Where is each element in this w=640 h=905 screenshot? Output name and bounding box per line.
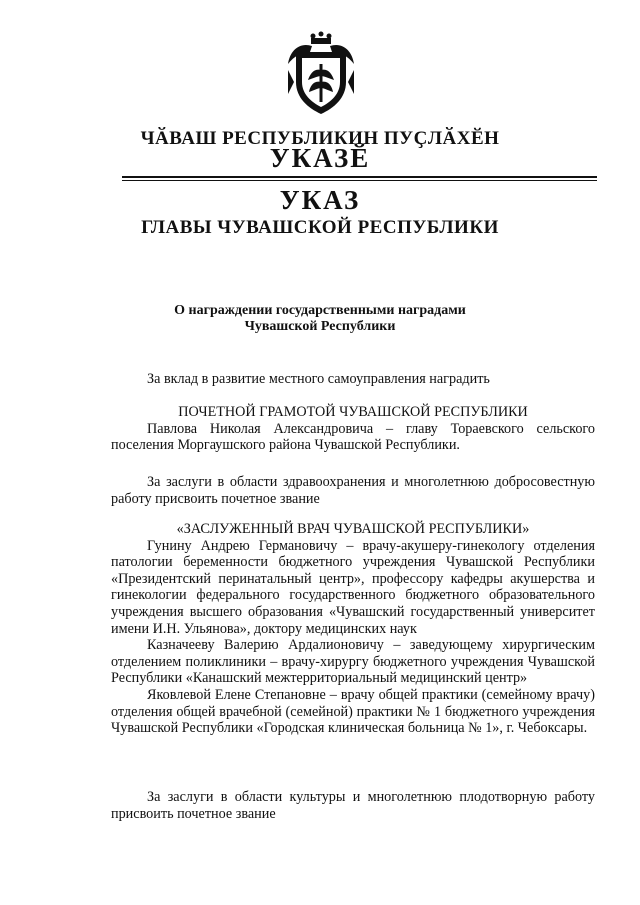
award-name: «ЗАСЛУЖЕННЫЙ ВРАЧ ЧУВАШСКОЙ РЕСПУБЛИКИ» [176,521,530,537]
awardee-paragraph: Павлова Николая Александровича – главу Тораевского сельского поселения Моргаушского района Чувашской Республики. [111,420,595,454]
award-block-2 [111,521,595,737]
paragraph-text: За заслуги в области здравоохранения и многолетнюю добросовестную работу присвоить почетное звание [111,474,595,507]
awardee-paragraph: Казначееву Валерию Ардалионовичу – заведующему хирургическим отделением поликлиники – врачу-хирургу бюджетного учреждения Чувашской Республики «Канашский межтерриториальный медицинский центр» [111,637,595,687]
paragraph-7 [111,789,595,822]
paragraph-text: За заслуги в области культуры и многолетнюю плодотворную работу присвоить почетное звание [111,789,595,822]
header-divider [122,176,597,178]
decree-title-line2: Чувашской Республики [244,319,396,334]
header-divider-thin [122,180,597,181]
awardee-paragraph: Яковлевой Елене Степановне – врачу общей практики (семейному врачу) отделения общей врачебной (семейной) практики № 1 бюджетного учреждения Чувашской Республики «Городская клиническая больница № 1», г. Чебоксары. [111,686,595,737]
paragraph-text: За вклад в развитие местного самоуправления наградить [147,371,490,387]
decree-title [0,303,640,335]
awardee-paragraph: Гунину Андрею Германовичу – врачу-акушеру-гинекологу отделения патологии беременности бюджетного учреждения Чувашской Республики «Президентский перинатальный центр», профессору кафедры акушерства и гинекологии федерального государственного бюджетного образовательного учреждения высшего образования «Чувашский государственный университет имени И.Н. Ульянова», доктору медицинских наук [111,537,595,637]
paragraph-3 [111,474,595,507]
award-block-1 [111,404,595,454]
russian-decree-title: УКАЗ [279,185,361,215]
decree-title-line1: О награждении государственными наградами [174,303,466,318]
russian-decree-subtitle: ГЛАВЫ ЧУВАШСКОЙ РЕСПУБЛИКИ [141,217,499,238]
paragraph-1 [111,371,595,388]
award-name: ПОЧЕТНОЙ ГРАМОТОЙ ЧУВАШСКОЙ РЕСПУБЛИКИ [178,404,528,420]
coat-of-arms-icon [282,30,360,116]
chuvash-header-line: ЧӐВАШ РЕСПУБЛИКИН ПУҪЛӐХӖН [140,128,500,149]
chuvash-decree-title: УКАЗӖ [269,143,371,173]
